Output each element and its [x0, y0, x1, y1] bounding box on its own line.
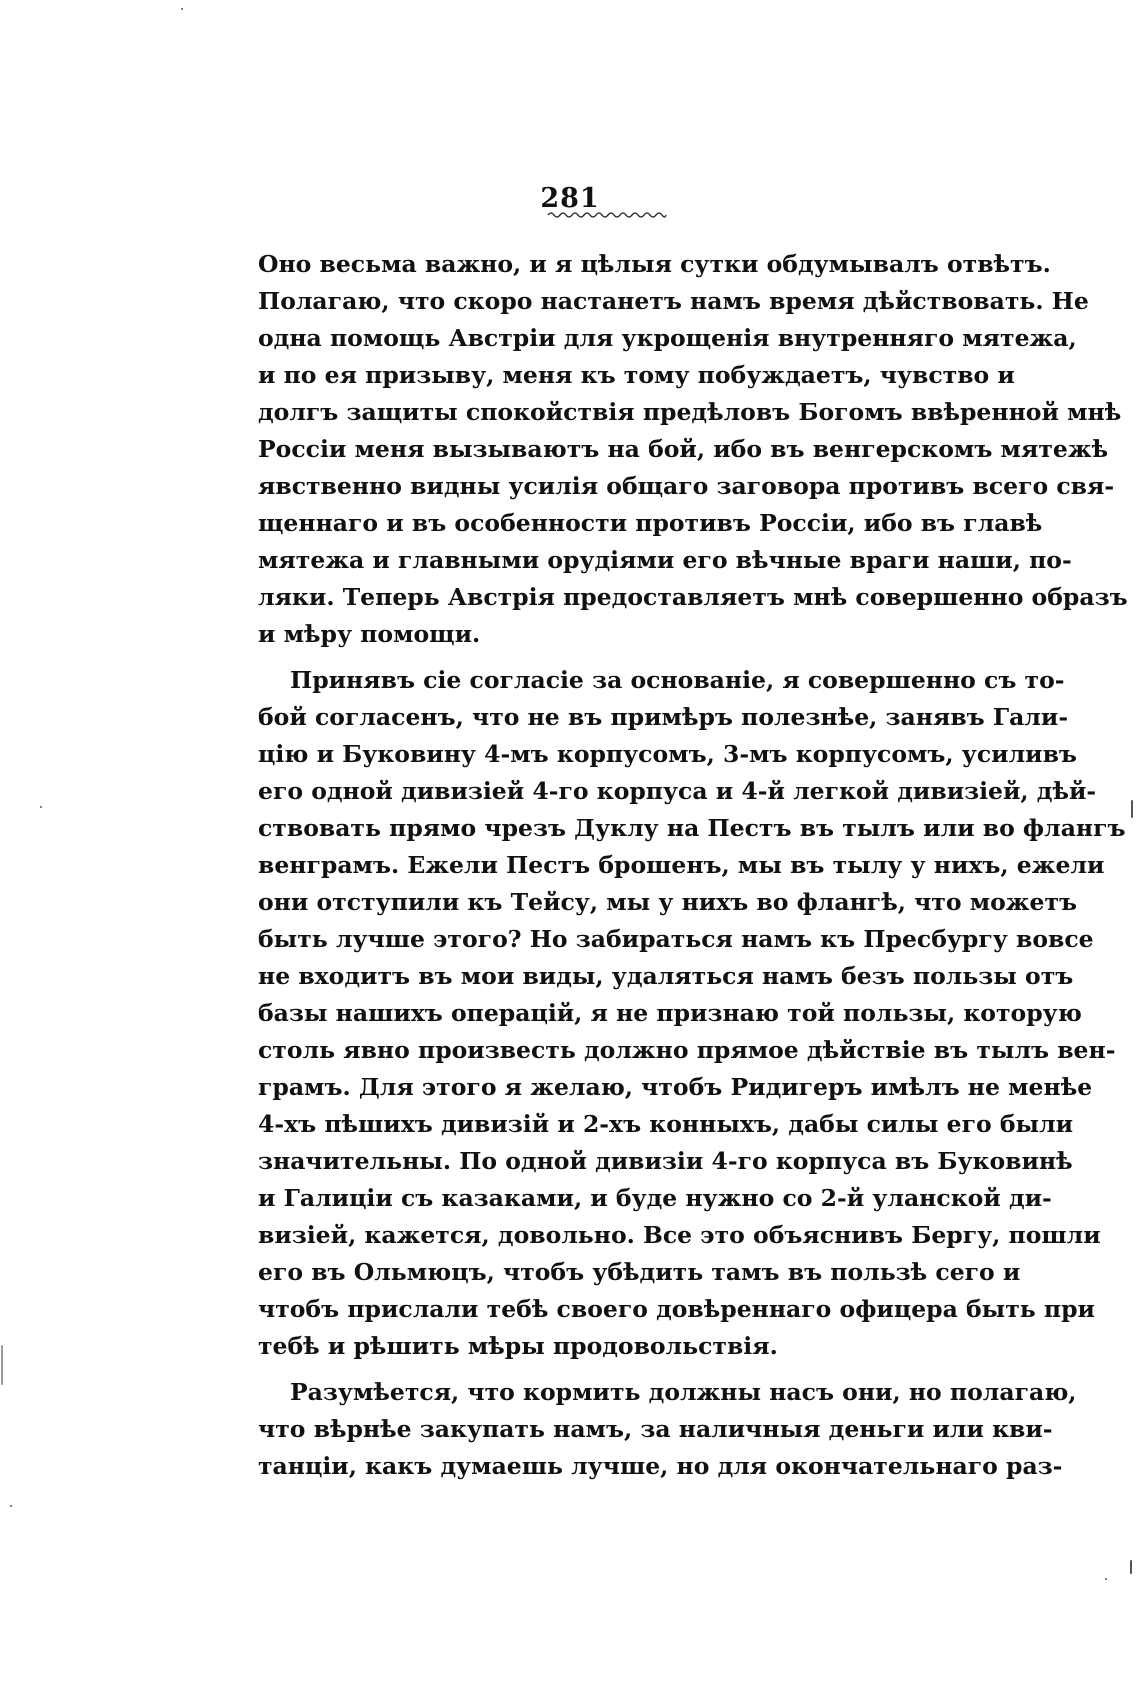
text-line: щеннаго и въ особенности противъ Россіи, ибо въ главѣ	[258, 509, 1043, 537]
text-line: значительны. По одной дивизіи 4-го корпуса въ Буковинѣ	[258, 1147, 1073, 1175]
text-line: мятежа и главными орудіями его вѣчные враги наши, по-	[258, 546, 1072, 574]
scan-speck	[1, 1345, 3, 1385]
paragraph	[258, 246, 1128, 653]
text-line: Оно весьма важно, и я цѣлыя сутки обдумывалъ отвѣтъ.	[258, 250, 1051, 278]
text-line: что вѣрнѣе закупать намъ, за наличныя деньги или кви-	[258, 1415, 1053, 1443]
text-line: цію и Буковину 4-мъ корпусомъ, 3-мъ корпусомъ, усиливъ	[258, 740, 1077, 768]
text-line: его въ Ольмюцъ, чтобъ убѣдить тамъ въ пользѣ сего и	[258, 1258, 1021, 1286]
text-line: и мѣру помощи.	[258, 620, 481, 648]
text-line: бой согласенъ, что не въ примѣръ полезнѣе, занявъ Гали-	[258, 703, 1069, 731]
text-line: ствовать прямо чрезъ Дуклу на Пестъ въ тылъ или во флангъ	[258, 814, 1126, 842]
text-line: танціи, какъ думаешь лучше, но для окончательнаго раз-	[258, 1452, 1063, 1480]
text-line: они отступили къ Тейсу, мы у нихъ во флангѣ, что можетъ	[258, 888, 1078, 916]
paragraph-gap	[258, 1365, 958, 1374]
text-line: ляки. Теперь Австрія предоставляетъ мнѣ совершенно образъ	[258, 583, 1128, 611]
text-line: 4-хъ пѣшихъ дивизій и 2-хъ конныхъ, дабы силы его были	[258, 1110, 1074, 1138]
text-line: Принявъ сіе согласіе за основаніе, я совершенно съ то-	[290, 666, 1065, 694]
page-number: 281	[540, 183, 600, 214]
text-line: Разумѣется, что кормить должны насъ они, но полагаю,	[290, 1378, 1077, 1406]
text-line: быть лучше этого? Но забираться намъ къ Пресбургу вовсе	[258, 925, 1094, 953]
scan-speck	[40, 806, 42, 808]
text-line: его одной дивизіей 4-го корпуса и 4-й легкой дивизіей, дѣй-	[258, 777, 1097, 805]
text-line: Россіи меня вызываютъ на бой, ибо въ венгерскомъ мятежѣ	[258, 435, 1109, 463]
text-line: и по ея призыву, меня къ тому побуждаетъ, чувство и	[258, 361, 1015, 389]
scan-speck	[10, 1505, 12, 1507]
text-line: чтобъ прислали тебѣ своего довѣреннаго офицера быть при	[258, 1295, 1095, 1323]
scan-speck	[1130, 1560, 1132, 1574]
scan-speck	[1131, 800, 1133, 818]
text-line: венграмъ. Ежели Пестъ брошенъ, мы въ тылу у нихъ, ежели	[258, 851, 1105, 879]
text-line: грамъ. Для этого я желаю, чтобъ Ридигеръ имѣлъ не менѣе	[258, 1073, 1093, 1101]
body-text	[258, 246, 1128, 1485]
text-line: визіей, кажется, довольно. Все это объяснивъ Бергу, пошли	[258, 1221, 1101, 1249]
paragraph	[258, 662, 1126, 1365]
text-line: тебѣ и рѣшить мѣры продовольствія.	[258, 1332, 778, 1360]
paragraph-gap	[258, 653, 958, 662]
scan-speck	[1105, 1578, 1107, 1580]
text-line: базы нашихъ операцій, я не признаю той пользы, которую	[258, 999, 1082, 1027]
page-number-underline	[548, 211, 666, 219]
text-line: одна помощь Австріи для укрощенія внутренняго мятежа,	[258, 324, 1077, 352]
text-line: и Галиціи съ казаками, и буде нужно со 2-й уланской ди-	[258, 1184, 1052, 1212]
text-line: Полагаю, что скоро настанетъ намъ время дѣйствовать. Не	[258, 287, 1089, 315]
scan-speck	[181, 8, 183, 10]
text-line: не входитъ въ мои виды, удаляться намъ безъ пользы отъ	[258, 962, 1074, 990]
paragraph	[258, 1374, 1077, 1485]
text-line: долгъ защиты спокойствія предѣловъ Богомъ ввѣренной мнѣ	[258, 398, 1122, 426]
text-line: явственно видны усилія общаго заговора противъ всего свя-	[258, 472, 1115, 500]
text-line: столь явно произвесть должно прямое дѣйствіе въ тылъ вен-	[258, 1036, 1116, 1064]
